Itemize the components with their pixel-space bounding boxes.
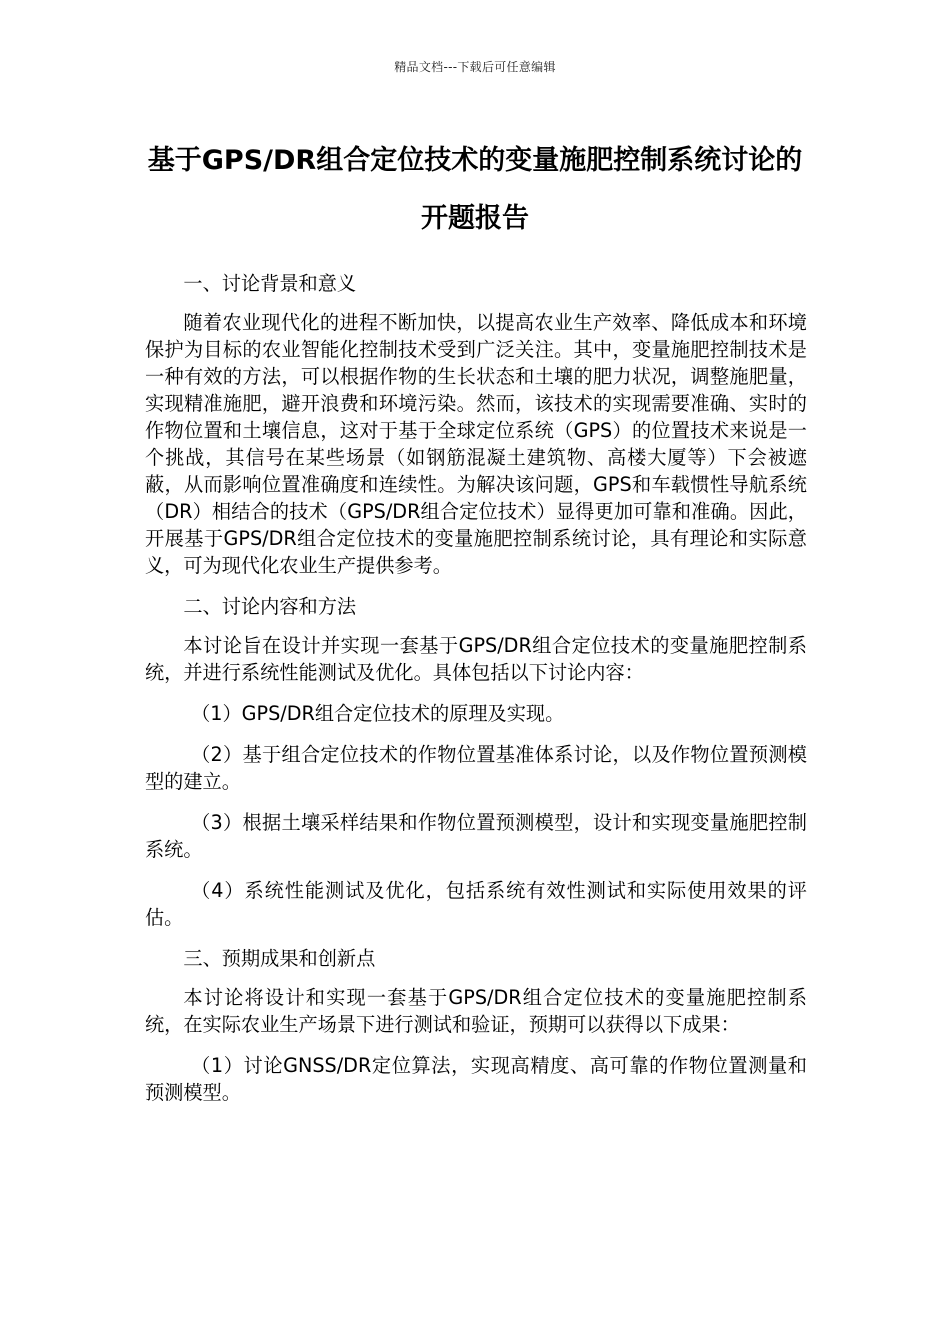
- section-heading-background: 一、讨论背景和意义: [183, 272, 357, 295]
- page-header: 精品文档---下载后可任意编辑: [394, 60, 556, 74]
- paragraph-content-intro: 本讨论旨在设计并实现一套基于GPS/DR组合定位技术的变量施肥控制系统，并进行系统性能测试及优化。具体包括以下讨论内容：: [145, 634, 807, 684]
- list-item-content-4: （4）系统性能测试及优化，包括系统有效性测试和实际使用效果的评估。: [145, 879, 807, 929]
- document-body: [145, 270, 807, 1120]
- section-heading-outcomes: 三、预期成果和创新点: [183, 947, 376, 970]
- list-item-outcome-1: （1）讨论GNSS/DR定位算法，实现高精度、高可靠的作物位置测量和预测模型。: [145, 1054, 807, 1104]
- paragraph-outcomes-intro: 本讨论将设计和实现一套基于GPS/DR组合定位技术的变量施肥控制系统，在实际农业生产场景下进行测试和验证，预期可以获得以下成果：: [145, 986, 807, 1036]
- list-item-content-3: （3）根据土壤采样结果和作物位置预测模型，设计和实现变量施肥控制系统。: [145, 811, 807, 861]
- list-item-content-2: （2）基于组合定位技术的作物位置基准体系讨论，以及作物位置预测模型的建立。: [145, 743, 807, 793]
- section-heading-content-method: 二、讨论内容和方法: [183, 595, 357, 618]
- list-item-content-1: （1）GPS/DR组合定位技术的原理及实现。: [191, 702, 565, 725]
- paragraph-background: 随着农业现代化的进程不断加快，以提高农业生产效率、降低成本和环境保护为目标的农业智能化控制技术受到广泛关注。其中，变量施肥控制技术是一种有效的方法，可以根据作物的生长状态和土壤的肥力状况，调整施肥量，实现精准施肥，避开浪费和环境污染。然而，该技术的实现需要准确、实时的作物位置和土壤信息，这对于基于全球定位系统（GPS）的位置技术来说是一个挑战，其信号在某些场景（如钢筋混凝土建筑物、高楼大厦等）下会被遮蔽，从而影响位置准确度和连续性。为解决该问题，GPS和车载惯性导航系统（DR）相结合的技术（GPS/DR组合定位技术）显得更加可靠和准确。因此，开展基于GPS/DR组合定位技术的变量施肥控制系统讨论，具有理论和实际意义，可为现代化农业生产提供参考。: [145, 311, 807, 577]
- document-title: 基于GPS/DR组合定位技术的变量施肥控制系统讨论的开题报告: [147, 145, 803, 234]
